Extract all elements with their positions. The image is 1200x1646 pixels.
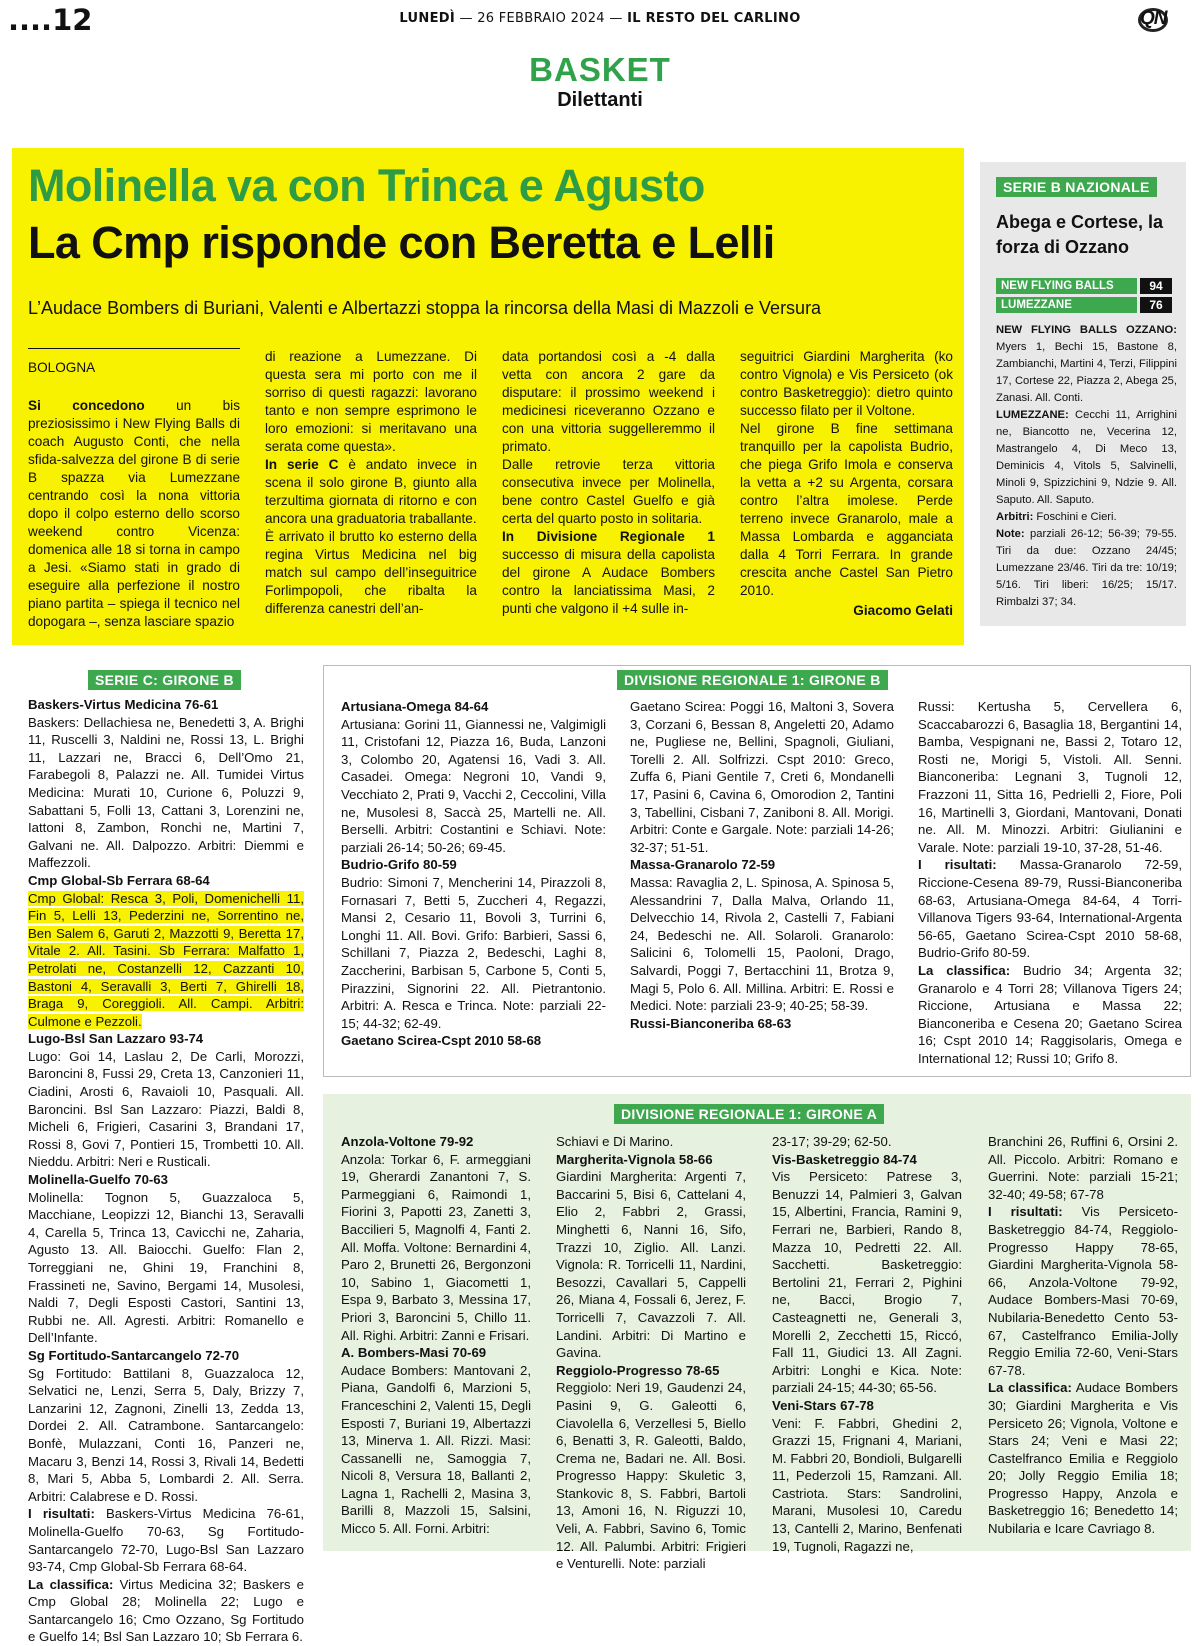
boxscore-text: parziali 26-12; 56-39; 79-55. Tiri da due: Ozzano 24/45; Lumezzane 23/46. Tiri da tre: 10/19; 5/16. Tiri liberi: 16/25; 15/17. Rimbalzi 37; 34. <box>996 528 1177 608</box>
article-paragraph: È arrivato il brutto ko esterno della regina Virtus Medicina nel big match sul campo dell’inseguitrice Forlimpopoli, che ribalta la differenza canestri dell’an- <box>265 529 477 616</box>
article-paragraph <box>502 528 715 618</box>
boxscore-text: Cecchi 11, Arrighini ne, Biancotto ne, Vecerina 12, Mastrangelo 4, Di Meco 13, Deminicis 4, Vitols 5, Salvinelli, Minoli 9, Spizzichini 9, Ndzie 9. All. Saputo. All. Saputo. <box>996 409 1177 506</box>
dr1b-tag: DIVISIONE REGIONALE 1: GIRONE B <box>617 670 888 690</box>
day: LUNEDÌ <box>399 11 455 26</box>
page-header <box>0 0 1200 40</box>
game-text-highlighted <box>28 890 304 1031</box>
section-heading <box>0 52 1200 112</box>
game-text: Branchini 26, Ruffini 6, Orsini 2. All. Piccolo. Arbitri: Romano e Guerrini. Note: parziali 15-21; 32-40; 49-58; 67-78 <box>988 1134 1178 1202</box>
dr1a-column-3 <box>772 1133 962 1555</box>
boxscore-notes <box>996 526 1177 611</box>
section-title: BASKET <box>529 51 671 88</box>
results-summary <box>988 1203 1178 1379</box>
game-title: Baskers-Virtus Medicina 76-61 <box>28 697 219 712</box>
game-title: Budrio-Grifo 80-59 <box>341 857 457 873</box>
dateline <box>0 11 1200 26</box>
boxscore-label: Arbitri: <box>996 511 1034 523</box>
dr1a-column-1 <box>341 1133 531 1538</box>
summary-text: Vis Persiceto-Basketreggio 84-74, Reggiolo-Progresso Happy 78-65, Giardini Margherita-Vignola 58-66, Anzola-Voltone 79-92, Audace Bombers-Masi 70-69, Nubilaria-Benedetto Cento 53-67, Castelfranco Emilia-Jolly Reggio Emilia 72-60, Veni-Stars 67-78. <box>988 1204 1178 1378</box>
results-summary <box>918 856 1182 962</box>
game-text: Lugo: Goi 14, Laslau 2, De Carli, Morozzi, Baroncini 8, Fussi 29, Creta 13, Canzonieri 11, Ciadini, Arosti 6, Ravaioli 10, Pasquali. All. Baroncini. Bsl San Lazzaro: Piazzi, Baldi 8, Micheli 6, Frigieri, Casarini 3, Brandani 17, Rossi 8, Govi 7, Pontieri 15, Trombetti 10. All. Nieddu. Arbitri: Neri e Rusticali. <box>28 1048 304 1170</box>
dr1b-column-3 <box>918 698 1182 1067</box>
lead-words: Si concedono <box>28 398 145 413</box>
boxscore-home <box>996 322 1177 407</box>
team-score: 94 <box>1140 278 1172 294</box>
standings <box>918 962 1182 1068</box>
summary-text: Massa-Granarolo 72-59, Riccione-Cesena 89-79, Russi-Bianconeriba 68-63, Artusiana-Omega 84-64, 4 Torri-Villanova Tigers 93-64, International-Argenta 56-65, Gaetano Scirea-Cspt 2010 58-68, Budrio-Grifo 80-59. <box>918 857 1182 961</box>
subheadline: L’Audace Bombers di Buriani, Valenti e Albertazzi stoppa la rincorsa della Masi di Mazzoli e Versura <box>28 298 822 318</box>
paragraph-text: un bis preziosissimo i New Flying Balls di coach Augusto Conti, che nella sfida-salvezza del girone B di serie B spazza via Lumezzane centrando così la nona vittoria dopo il colpo esterno dello scorso weekend contro Vicenza: domenica alle 18 si torna in campo a Jesi. «Siamo stati in grado di eseguire alla perfezione il nostro piano partita – spiega il tecnico nel dopogara –, senza lasciare spazio <box>28 398 240 629</box>
article-paragraph <box>265 456 477 528</box>
game-text: Gaetano Scirea: Poggi 16, Maltoni 3, Soverа 3, Corzani 6, Bessan 8, Angeletti 20, Adamo ne, Pugliese ne, Bellini, Spagnoli, Giuliani, Torelli 2. All. Solfrizzi. Cspt 2010: Greco, Zuffa 6, Piani Gentile 7, Creti 6, Mondanelli 17, Pasini 6, Cavina 6, Omorodion 2, Tantini 3, Tabellini, Cisbani 7, Zanіboni 8. All. Morigi. Arbitri: Conte e Gargale. Note: parziali 14-26; 32-37; 51-51. <box>630 699 894 855</box>
boxscore-label: Note: <box>996 528 1025 540</box>
highlight-text: Cmp Global: Resca 3, Poli, Domenichelli 11, Fin 5, Lelli 13, Pederzini ne, Sorrentino ne, Ben Salem 6, Garuti 2, Mazzotti 9, Beretta 17, Vitale 2. All. Tasini. Sb Ferrara: Malfatto 1, Petrolati ne, Costanzelli 12, Cazzanti 10, Bastoni 4, Seravalli 3, Berti 7, Ghirelli 18, Braga 9, Coreggioli. All. Campi. Arbitri: Culmone e Pezzoli. <box>28 890 304 1029</box>
paragraph-text: è andato invece in scena il solo girone B, giunto alla terzultima giornata di ritorno e con ancora una graduatoria traballante. <box>265 457 478 526</box>
newspaper-name: IL RESTO DEL CARLINO <box>627 11 801 26</box>
article-paragraph <box>28 397 240 631</box>
page-number: ....12 <box>8 3 93 37</box>
article-place: BOLOGNA <box>28 348 240 377</box>
article-column-3 <box>502 348 715 618</box>
boxscore-label: NEW FLYING BALLS OZZANO: <box>996 324 1177 336</box>
article-column-2 <box>265 348 477 618</box>
lead-words: In serie C <box>265 457 339 472</box>
game-text: Audace Bombers: Mantovani 2, Piana, Gandolfi 6, Marzioni 5, Franceschini 2, Valenti 15, Degli Esposti 7, Buriani 19, Albertazzi 13, Minerva 1. All. Rizzi. Masi: Cassanelli ne, Samoggia 7, Nicoli 8, Versura 18, Ballanti 2, Lagna 1, Rachelli 2, Masina 3, Barilli 8, Mazzoli 15, Salsini, Micco 5. All. Forni. Arbitri: <box>341 1362 531 1537</box>
headline-green: Molinella va con Trinca e Agusto <box>28 160 705 211</box>
qn-logo-text: QN <box>1140 8 1167 29</box>
summary-label: I risultati: <box>918 857 997 873</box>
paragraph-text: successo di misura della capolista del girone A Audace Bombers contro la lanciatissima Masi, 2 punti che valgono il +4 sulle in- <box>502 547 715 616</box>
team-name: LUMEZZANE <box>996 297 1137 313</box>
standings-label: La classifica: <box>918 962 1011 978</box>
game-title: Sg Fortitudo-Santarcangelo 72-70 <box>28 1347 240 1363</box>
dash: — <box>459 11 473 26</box>
team-name: NEW FLYING BALLS <box>996 278 1137 294</box>
article-paragraph: di reazione a Lumezzane. Di questa sera mi porto con me il sorriso di questi ragazzi: lavorano tanto e non sempre esprimono le loro emozioni: si meritavano una serata come questa». <box>265 349 477 454</box>
article-column-1 <box>28 348 240 631</box>
results-summary <box>28 1505 304 1575</box>
standings-text: Virtus Medicina 32; Baskers e Cmp Global 28; Molinella 22; Lugo e Santarcangelo 16; Cmo Ozzano, Sg Fortitudo e Guelfo 14; Bsl San Lazzaro 10; Sb Ferrara 6. <box>28 1576 304 1645</box>
standings-text: Audace Bombers 30; Giardini Margherita e Vis Persiceto 26; Vignola, Voltone e Stars 24; Veni e Masi 22; Castelfranco Emilia e Reggiolo 20; Jolly Reggio Emilia 18; Progresso Happy, Anzola e Basketreggio 16; Benedetto 14; Nubilaria e Icare Cavriago 8. <box>988 1380 1178 1537</box>
article-paragraph: Dalle retrovie terza vittoria consecutiva invece per Molinella, bene contro Castel Guelfo e già certa del quarto posto in solitaria. <box>502 457 715 526</box>
game-text: Baskers: Dellachiesa ne, Benedetti 3, A. Brighi 11, Ruscelli 3, Naldini ne, Rossi 13, L. Brighi 11, Lazzari ne, Bracci 6, Dell’Omo 21, Farabegoli 8, Palazzi ne. All. Tumidei Virtus Medicina: Murati 10, Curione 6, Poluzzi 9, Sabattani 5, Folli 13, Cattani 3, Lorenzini ne, Iattoni 8, Zambon, Ronchi ne, Martini 7, Galvani ne. All. Dalpozzo. Arbitri: Diemmi e Maffezzoli. <box>28 714 304 871</box>
game-text: Schiavi e Di Marino. <box>556 1134 674 1149</box>
game-text: Molinella: Tognon 5, Guazzaloca 5, Macchiane, Leopizzi 12, Bianchi 13, Seravalli 4, Carella 5, Trinca 13, Cavicchi ne, Zaharia, Agusto 13. All. Baiocchi. Guelfo: Flan 2, Torreggiani ne, Ghini 19, Franchini 8, Frassineti ne, Savino, Bergami 14, Musolesi, Naldi 7, Degli Esposti Castori, Santini 13, Rubbi ne. All. Agresti. Arbitri: Romanello e Dell’Infante. <box>28 1189 304 1346</box>
boxscore-text: Foschini e Cieri. <box>1033 511 1117 523</box>
article-paragraph: Nel girone B fine settimana tranquillo per la capolista Budrio, che piega Grifo Imola e conserva la vetta a +2 su Argenta, corsara contro l’altra imolese. Perde terreno invece Granarolo, male a Massa Lombarda e agganciata dalla 4 Torri Ferrara. In grande crescita anche Castel San Pietro 2010. <box>740 421 953 598</box>
game-title: Vis-Basketreggio 84-74 <box>772 1151 917 1167</box>
qn-logo <box>1138 8 1188 34</box>
game-text: Anzola: Torkar 6, F. armeggiani 19, Gherardi Zanantoni 7, S. Parmeggiani 6, Raimondi 1, Fiorini 3, Papotti 23, Zanetti 3, Baccilieri 5, Magnolfi 4, Fanti 2. All. Moffa. Voltone: Bernardini 4, Paro 2, Brunetti 26, Bergonzoni 10, Sabino 1, Giacometti 1, Espa 9, Barbato 3, Messina 17, Priori 3, Baroncini 5, Chillo 11. All. Righi. Arbitri: Zanni e Frisari. <box>341 1151 531 1343</box>
dash2: — <box>609 11 623 26</box>
game-text: Massa: Ravaglia 2, L. Spinosa, A. Spinosa 5, Alessandrini 7, Dalla Malva, Orlando 11, Delvecchio 14, Rivola 2, Castelli 7, Fabiani 24, Bedeschi ne. All. Solaroli. Granarolo: Salicini 6, Tolomelli 15, Paoloni, Drago, Salvardi, Poggi 7, Bertacchini 11, Brotza 9, Magi 5, Polo 6. All. Millina. Arbitri: E. Rossi e Medici. Note: parziali 23-9; 40-25; 58-39. <box>630 874 894 1014</box>
game-text: Giardini Margherita: Argenti 7, Baccarini 5, Bisi 6, Cattelani 4, Elio 2, Fabbri 2, Grassi, Minghetti 6, Nanni 16, Sifo, Trazzi 10, Ziglio. All. Lanzi. Vignola: R. Torricelli 11, Nardini, Besozzi, Cavallari 5, Cappelli 26, Miana 4, Fossali 6, Jerez, F. Torricelli 7, Cavazzoli 7. All. Landini. Arbitri: Di Martino e Gavina. <box>556 1169 746 1361</box>
standings-label: La classifica: <box>28 1576 114 1592</box>
game-text: Russi: Kertusha 5, Cervellera 6, Scaccabarozzi 6, Basaglia 18, Bergantini 14, Bamba, Vespignani ne, Bassi 2, Totaro 12, Rosti ne, Morigi 5, Vistoli. All. Senni. Bianconeriba: Legnani 3, Tugnoli 12, Frazzoni 11, Sitta 16, Pedrielli 2, Fiore, Poli 16, Martinelli 3, Giordani, Mantovani, Donati ne. All. M. Minozzi. Arbitri: Giulianini e Varale. Note: parziali 19-10, 37-28, 51-46. <box>918 699 1182 855</box>
game-text: Vis Persiceto: Patrese 3, Benuzzi 14, Palmieri 3, Galvan 15, Albertini, Francia, Ramini 9, Ferrari ne, Barbieri, Rando 8, Mazza 10, Pedretti 22. All. Sacchetti. Basketreggio: Bertolini 21, Ferrari 2, Pighini ne, Bacci, Brogio 7, Casteagnetti ne, Generali 3, Morelli 2, Zecchetti 15, Riccó, Fall 11, Giudici 13. All Zagni. Arbitri: Longhi e Kica. Note: parziali 24-15; 44-30; 65-56. <box>772 1169 962 1396</box>
author: Giacomo Gelati <box>853 603 953 618</box>
summary-label: I risultati: <box>988 1204 1063 1220</box>
serie-c-results <box>28 696 304 1646</box>
game-text: Budrio: Simoni 7, Mencherini 14, Pirazzoli 8, Fornasari 7, Betti 5, Zuccheri 4, Regazzi, Mansi 2, Cesario 11, Bovoli 3, Turrini 6, Longhi 11. All. Bovi. Grifo: Barbieri, Sassi 6, Schillani 7, Piazza 2, Bedeschi, Laghi 8, Zaccherini, Barbisan 5, Carbone 5, Conti 5, Pirazzini, Signorini 22. All. Pietrantonio. Arbitri: A. Resca e Trinca. Note: parziali 22-15; 44-32; 62-49. <box>341 874 606 1031</box>
dr1a-column-2 <box>556 1133 746 1573</box>
standings-label: La classifica: <box>988 1380 1072 1396</box>
game-title: Lugo-Bsl San Lazzaro 93-74 <box>28 1031 204 1047</box>
game-text: 23-17; 39-29; 62-50. <box>772 1134 892 1149</box>
article-paragraph: seguitrici Giardini Margherita (ko contro Vignola) e Vis Persiceto (ok contro Basketreggio): dietro quinto successo filato per il Voltone. <box>740 349 953 418</box>
boxscore-away <box>996 407 1177 509</box>
headline-black: La Cmp risponde con Beretta e Lelli <box>28 217 775 268</box>
dr1a-tag: DIVISIONE REGIONALE 1: GIRONE A <box>614 1104 884 1124</box>
boxscore-referees <box>996 509 1177 526</box>
game-title: Cmp Global-Sb Ferrara 68-64 <box>28 872 210 888</box>
standings <box>28 1576 304 1646</box>
game-title: Margherita-Vignola 58-66 <box>556 1151 713 1167</box>
dr1b-column-2 <box>630 698 894 1032</box>
game-title: Veni-Stars 67-78 <box>772 1397 874 1413</box>
article-column-4 <box>740 348 953 620</box>
standings-text: Budrio 34; Argenta 32; Granarolo e 4 Torri 28; Villanova Tigers 24; Riccione, Artusiana e Massa 22; Bianconeriba e Cesena 20; Gaetano Scirea 16; Cspt 2010 14; Raggisolaris, Omega e International 12; Russi 10; Grifo 8. <box>918 962 1182 1066</box>
standings <box>988 1379 1178 1537</box>
summary-label: I risultati: <box>28 1506 95 1522</box>
section-subtitle: Dilettanti <box>557 89 643 111</box>
sidebar-tag: SERIE B NAZIONALE <box>996 177 1157 197</box>
lead-words: In Divisione Regionale 1 <box>502 529 715 544</box>
date: 26 FEBBRAIO 2024 <box>477 11 605 26</box>
sidebar-boxscore <box>996 322 1177 611</box>
game-title: Gaetano Scirea-Cspt 2010 58-68 <box>341 1033 542 1049</box>
serie-c-tag: SERIE C: GIRONE B <box>88 670 241 690</box>
game-text: Reggiolo: Neri 19, Gaudenzi 24, Pasini 9, G. Galeotti 6, Ciavolella 6, Verzellesi 5, Biello 6, Benatti 3, R. Galeotti, Baldo, Crema ne, Badari ne. All. Bosi. Progresso Happy: Skuletic 3, Stankovic 8, S. Fabbri, Bartoli 13, Amoni 16, N. Riguzzi 10, Veli, A. Fabbri, Savino 6, Tomic 12. All. Palumbi. Arbitri: Frigieri e Venturelli. Note: parziali <box>556 1380 746 1572</box>
game-title: Massa-Granarolo 72-59 <box>630 857 776 873</box>
game-title: Artusiana-Omega 84-64 <box>341 699 489 714</box>
dr1b-column-1 <box>341 698 606 1050</box>
boxscore-label: LUMEZZANE: <box>996 409 1069 421</box>
team-score: 76 <box>1140 297 1172 313</box>
game-title: Anzola-Voltone 79-92 <box>341 1134 474 1149</box>
game-text: Artusiana: Gorini 11, Giannessi ne, Valgimigli 11, Cristofani 12, Piazza 16, Buda, Lanzoni 3, Colombo 20, Agatensi 16, Vadi 3. All. Casadei. Omega: Negroni 10, Vandi 9, Vecchiato 2, Prati 9, Vacchi 2, Ceccolini, Villa ne, Musolesi 8, Saccà 25, Martelli ne. All. Berselli. Arbitri: Costantini e Schiavi. Note: parziali 26-14; 50-26; 69-45. <box>341 716 606 855</box>
summary-text: Baskers-Virtus Medicina 76-61, Molinella-Guelfo 70-63, Sg Fortitudo-Santarcangelo 72-70, Lugo-Bsl San Lazzaro 93-74, Cmp Global-Sb Ferrara 68-64. <box>28 1506 304 1575</box>
sidebar-title: Abega e Cortese, la forza di Ozzano <box>996 212 1164 257</box>
game-text: Veni: F. Fabbri, Ghedini 2, Grazzi 15, Frignani 4, Mariani, M. Fabbri 20, Bondioli, Bulgarelli 11, Pederzoli 15, Ramzani. All. Castriota. Stars: Sandrolini, Marani, Musolesi 10, Caredu 13, Cantelli 2, Marino, Benfenati 19, Tugnoli, Ragazzi ne, <box>772 1415 962 1554</box>
game-title: Reggiolo-Progresso 78-65 <box>556 1362 720 1378</box>
dr1a-column-4 <box>988 1133 1178 1538</box>
boxscore-text: Myers 1, Bechi 15, Bastone 8, Zambianchi, Martini 4, Terzi, Filippini 17, Cortese 22, Piazza 2, Abega 25, Zanasi. All. Conti. <box>996 341 1177 404</box>
game-text: Sg Fortitudo: Battilani 8, Guazzaloca 12, Selvatici ne, Lenzi, Serra 5, Daly, Brizzy 7, Lanzarini 12, Zagnoni, Zinelli 13, Zedda 13, Dordei 2. All. Catrambone. Santarcangelo: Bonfè, Mulazzani, Conti 16, Panzeri ne, Macaru 3, Benzi 14, Rossi 3, Rivali 14, Bedetti 8, Mari 5, Abba 5, Lombardi 2. All. Serra. Arbitri: Calabrese e D. Rossi. <box>28 1365 304 1504</box>
game-title: Molinella-Guelfo 70-63 <box>28 1172 168 1188</box>
game-title: Russi-Bianconeriba 68-63 <box>630 1015 792 1031</box>
game-title: A. Bombers-Masi 70-69 <box>341 1345 487 1361</box>
article-paragraph: data portandosi così a -4 dalla vetta con ancora 2 gare da disputare: il prossimo weekend i medicinesi riceveranno Ozzano e con una vittoria suggelleremmo il primato. <box>502 349 715 454</box>
